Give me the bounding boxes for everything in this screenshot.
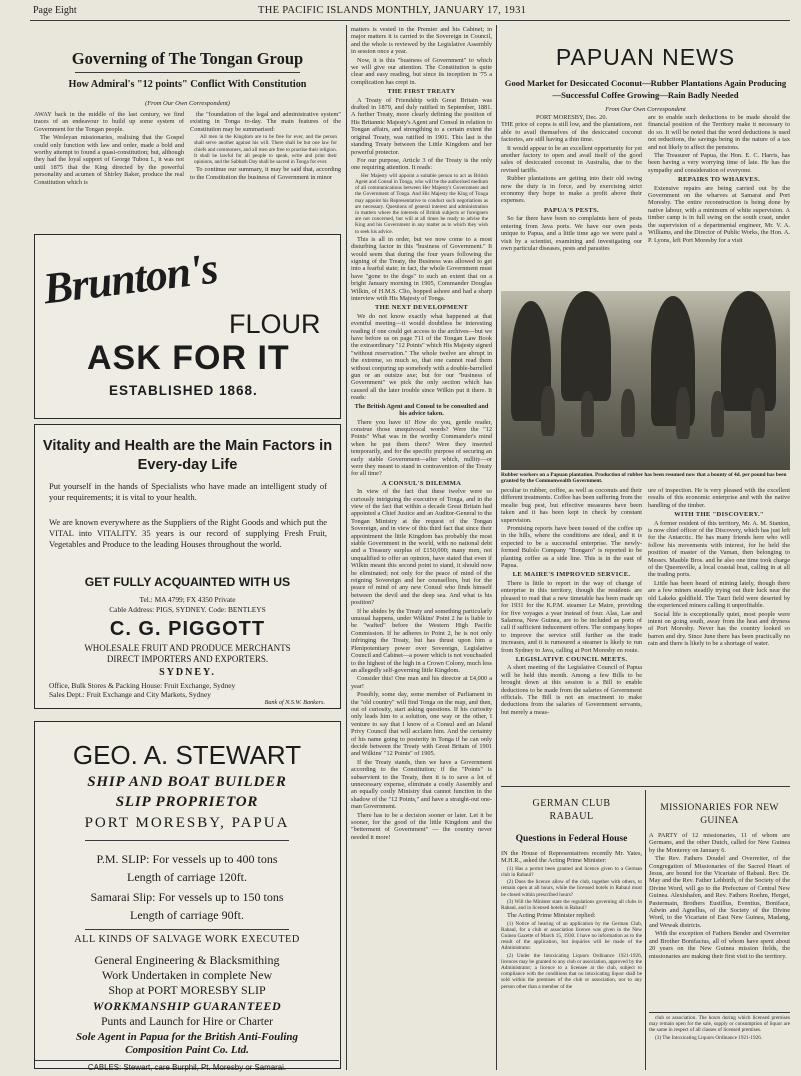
tonga-para: This is all in order, but we now come to a most disturbing factor in this "business of Government." It would seem that during the four years following the signing of the Treaty, the Business was allowed to get into a fearful state; in fact, the whole Government must have "gone to the dogs" to such an extent that on a bright January morning in 1905, Commander Douglas Wilkin, of H.M.S. Clio, hopped ashore and had a sharp interview with His Majesty of Tonga. (351, 235, 492, 302)
divider (649, 1012, 790, 1013)
tonga-col2-para: the "foundation of the legal and administrative system" existing in Tonga to-day. The main features of the Constitution may be summarised: (190, 111, 341, 133)
german-para: IN the House of Representatives recently Mr. Yates, M.H.R., asked the Acting Prime Minister: (501, 850, 642, 865)
page-label: Page Eight (33, 5, 77, 16)
photo-caption: Rubber workers on a Papuan plantation. Production of rubber has been resumed now that a bounty of 4d. per pound has been granted by the Commonwealth Government. (501, 472, 787, 484)
tonga-col1-para: AWAY back in the middle of the last century, we find traces of an endeavour to build up some system of Government for the Tongan people. (34, 111, 184, 133)
german-question: (2) Does the licence allow of the club, together with others, to remain open at all hours, while the licensed hotels in Rabaul must be closed within prescribed hours? (501, 879, 642, 898)
papuan-subhead: REPAIRS TO WHARVES. (677, 176, 761, 184)
papuan-colA (501, 114, 642, 288)
papuan-para: THE price of copra is still low, and the plantations, not able to avail themselves of the desiccated coconut factories, are still having a thin time. (501, 121, 642, 144)
stewart-line: SLIP PROPRIETOR (115, 794, 259, 810)
papuan-para: A former resident of this territory, Mr. A. M. Stanton, is now chief officer of the Discovery, which has just left for the Antarctic. He has many friends here who will follow his movements with interest, for he held the position of master of the Vaman, then belonging to Messrs. Mauble Bros. and he also one time took charge of the Queensville, a local coastal boat, calling in at all the trading ports. (648, 519, 790, 579)
tonga-para: There you have it! How do you, gentle reader, construe those unequivocal words? Were the "12 Points" What was in the worthy Commander's mind when he put them there? Were they inserted temporarily, and for the specific purpose of securing an early stable Government—after which, nullity—or were they meant to stand in contravention of the Treaty for all time? (351, 418, 492, 478)
masthead: THE PACIFIC ISLANDS MONTHLY, JANUARY 17, 1931 (258, 5, 527, 16)
piggott-desc: DIRECT IMPORTERS AND EXPORTERS. (106, 654, 269, 664)
papuan-subhead: LEGISLATIVE COUNCIL MEETS. (515, 655, 628, 663)
tonga-subhead: THE FIRST TREATY (387, 88, 456, 96)
stewart-salvage: ALL KINDS OF SALVAGE WORK EXECUTED (74, 934, 300, 945)
bruntons-cta: ASK FOR IT (87, 339, 290, 377)
tonga-subhead: A CONSUL'S DILEMMA (381, 479, 462, 487)
missionaries-title: GUINEA (700, 815, 739, 826)
papuan-para: A short meeting of the Legislative Council of Papua will be held this month. Among a few Bills to be brought down at this session is a Bill to enable deductions to be made from the salaries of Government officials. The Bill is not an enactment to make deductions from the salaries of Government servants, but merely a meas- (501, 664, 642, 716)
stewart-place: PORT MORESBY, PAPUA (84, 815, 290, 831)
column-rule (346, 25, 347, 1070)
tonga-para: We do not know exactly what happened at that eventful meeting—it would doubtless be interesting reading if one could get access to the archives—but we have before us on page 711 of the Tongan Law Book the extraordinary "12 Points" which His Majesty signed "without reservation." The whole twelve are abrupt in the extreme, so much so, that one cannot read them without conjuring up somebody with a double-barrelled gun or an outsize axe; but for our "business of Government" we pick the only section which has caused all the later trouble since Wilkin put it there. It reads: (351, 312, 492, 402)
stewart-engineering: Shop at PORT MORESBY SLIP (108, 983, 266, 997)
stewart-punts: Punts and Launch for Hire or Charter (101, 1016, 273, 1028)
piggott-city: SYDNEY. (159, 667, 216, 678)
tonga-col1 (34, 111, 184, 223)
missionaries-body (649, 832, 790, 1010)
tonga-col3 (351, 26, 492, 1069)
piggott-company: C. G. PIGGOTT (109, 618, 266, 640)
german-club-title: GERMAN CLUB (532, 798, 611, 809)
stewart-slip: Length of carriage 90ft. (130, 908, 244, 922)
tonga-subhead: THE NEXT DEVELOPMENT (374, 304, 469, 312)
tonga-col1-para: The Wesleyan missionaries, realising that the Gospel could only function with law and order, made a bold and worthy attempt to found a quasi-constitution; but, although they had the loyal support of George Tubou I., it was not until 1875 that the King directed by the powerful personality and acumen of Shirley Baker, produce the real Constitution which is (34, 134, 184, 186)
tonga-para: For our purpose, Article 3 of the Treaty is the only one requiring attention. It reads: (351, 156, 492, 172)
divider (85, 840, 289, 841)
german-question: (3) Will the Minister state the regulations governing all clubs in Rabaul, and in licensed hotels in Rabaul? (501, 898, 642, 912)
stewart-engineering: Work Undertaken in complete New (101, 968, 273, 982)
rubber-workers-photo (501, 291, 790, 470)
papuan-subhead: LE MAIRE'S IMPROVED SERVICE. (512, 571, 631, 579)
tonga-para: There has to be a decision sooner or later. Let it be sooner, for the good of the little Kingdom and the "betterment of Government" — the country never needed it more! (351, 811, 492, 841)
german-question: (1) Has a permit been granted and licence given to a German club in Rabaul? (501, 865, 642, 879)
piggott-ad (34, 424, 341, 709)
piggott-para: Put yourself in the hands of Specialists who have made an intelligent study of your requirements; it is vital to your health. (49, 481, 327, 502)
papuan-para: There is little to report in the way of change of enterprise in this territory, though the residents are pleased to read that a new timetable has been made up for 1931 for the K.P.M. steamer Le Maire, providing for five voyages a year instead of four. Alas, Lae and Salamoa, New Guinea, are to be included as ports of call if sufficient inducement offers. The company hopes to improve the service still further as the trade increases, and it is rumoured a steamer is likely to run from Sydney to Java, calling at Port Moresby en route. (501, 579, 642, 654)
tonga-para: Possibly, some day, some member of Parliament in the "old country" will find Tonga on the map, and then, out of curiosity, start asking questions. If his curiosity only leads him to a solution, one way or the other, I venture to say that I know of a Consul and an Island Privy Council that will acclaim him. And the certainty of his name going to posterity in Tonga if he can only decide between the Treaty with Great Britain of 1901 and Wilkins' "12 Points" of 1905. (351, 691, 492, 758)
papuan-colC (501, 487, 642, 785)
tonga-col2-para: To continue our summary, it may be said that, according to the Constitution the business of Government in minor (190, 166, 341, 181)
papuan-dateline: PORT MORESBY, Dec. 20. (535, 114, 608, 121)
german-club-continued (649, 1015, 790, 1069)
stewart-agent: Composition Paint Co. Ltd. (125, 1044, 249, 1056)
stewart-cables: CABLES: Stewart, care Burphil, Pt. Moresby or Samarai. (87, 1063, 287, 1072)
stewart-line: SHIP AND BOAT BUILDER (87, 774, 287, 790)
papuan-para: ure of inspection. He is very pleased with the excellent results of this economic enterprise and with the native handling of the timber. (648, 487, 790, 509)
papuan-subhead: PAPUA'S PESTS. (543, 206, 599, 214)
papuan-subhead: WITH THE "DISCOVERY." (674, 511, 764, 519)
german-club-body (501, 850, 642, 1069)
stewart-ad (34, 721, 341, 1072)
papuan-para: Social life is exceptionally quiet, most people were intent on going south, away from the heat and dryness of Port Moresby. Never has the country looked so barren and dry. Since June there has been practically no rain and there is likely to be a shortage of water. (648, 610, 790, 648)
divider (35, 1060, 339, 1061)
column-rule (496, 25, 497, 1070)
piggott-para: We are known everywhere as the Suppliers of the Right Goods and which put the VITAL into VITALITY. 35 years is our record of supplying Fresh Fruit, Vegetables and Produce to the leading Houses throughout the world. (49, 517, 327, 549)
stewart-slip: P.M. SLIP: For vessels up to 400 tons (96, 852, 278, 866)
german-answer: (3) The Intoxicating Liquors Ordinance 1921-1926. (655, 1034, 763, 1041)
tonga-para: If he abides by the Treaty and something particularly unusual happens, under Wilkins' Point 2 he is liable to be "wafted" before the Western High Pacific Commission. If he adheres to Point 2, he is not only infringing the Treaty, but has thrust upon him a Plenipotentiary power over Sovereign, Legislative Council and Cabinet—a power which is not vouchsafed to the highest of the high in a Crown Colony, much less an allegedly self-governing little Kingdom. (351, 607, 492, 674)
tonga-subtitle: How Admiral's "12 points" Conflict With Constitution (68, 79, 307, 90)
tonga-para: Consider this! One man and his director at £4,000 a year! (351, 675, 492, 690)
piggott-office: Office, Bulk Stores & Packing House: Fruit Exchange, Sydney (49, 681, 236, 690)
papuan-para: are to enable such deductions to be made should the financial position of the Territory make it necessary to do so. It will be noted that the word deductions is used not reductions, the savings being in the nature of a tax and not likely to affect the pensions. (648, 114, 790, 151)
missionaries-para: With the exception of Fathers Bender and Overreiter and Brother Bonifacius, all of whom have spent about 20 years on the New Guinea mission fields, the missionaries are making their first visit to the territory. (649, 930, 790, 960)
stewart-engineering: General Engineering & Blacksmithing (94, 953, 280, 967)
tonga-treaty-quote: Her Majesty will appoint a suitable person to act as British Agent and Consul in Tonga, who will be the authorised medium of all communications between Her Majesty's Government and the Government of Tonga. And His Majesty the King of Tonga may appoint his Representative to conduct such negotiations as are necessary. Questions of general interest and administration in matters where the interests of British subjects or foreigners are not concerned, but will at all times be ready to advise the King and his Government in any matter as to which they wish to seek his advice. (355, 172, 488, 235)
papuan-para: Extensive repairs are being carried out by the Government on the wharves at Samarai and Port Moresby. The entire reconstruction is being done by native labour, with a minimum of white supervision. A timber camp is in full swing on the south coast, under the supervision of a departmental engineer, Mr. V. A. Williams, and the Director of Public Works, the Hon. A. P. Lyons, left Port Moresby for a visit (648, 184, 790, 244)
tonga-para: If the Treaty stands, then we have a Government according to the Constitution; if the "Points" is subservient to the Treaty, then it is to save a lot of unnecessary expense, eliminate a costly Assembly and an equally costly Ministry that cannot function in the shadow of the "12 Points," and have a straight-out one-man Government. (351, 758, 492, 811)
german-answer: (1) Notice of hearing of an application by the German Club, Rabaul, for a club or association licence was given in the New Guinea Gazette of March 15, 1930. I have no information as to the result of the application, but inquiries will be made of the Administrator. (501, 920, 642, 952)
tonga-para: Now, it is this "business of Government" to which we will give our attention. The Constitution is quite clear and easy reading, but since its inception in '75 a complication has crept in. (351, 56, 492, 86)
stewart-agent: Sole Agent in Papua for the British Anti-Fouling (76, 1031, 298, 1043)
stewart-guarantee: WORKMANSHIP GUARANTEED (92, 999, 282, 1013)
papuan-para: The Treasurer of Papua, the Hon. E. C. Harris, has been having a very worrying time of late. He has the sympathy and consideration of everyone. (648, 152, 790, 174)
tonga-para: A Treaty of Friendship with Great Britain was drafted in 1879, and duly ratified in September, 1881. A further Treaty, more clearly defining the position of His Britannic Majesty's Agent and Consul in relation to Tongan affairs, and strengthing to a certain extent the original Treaty, was ratified in 1901. This last is the standing Treaty between the Little Kingdom and her powerful protector. (351, 96, 492, 156)
german-club-title: RABAUL (549, 811, 594, 822)
divider (75, 72, 300, 73)
missionaries-title: MISSIONARIES FOR NEW (660, 802, 779, 813)
column-rule (645, 790, 646, 1070)
piggott-sales: Sales Dept.: Fruit Exchange and City Markets, Sydney (49, 690, 211, 699)
piggott-bank: Bank of N.S.W. Bankers. (264, 699, 325, 706)
papuan-para: Promising reports have been issued of the coffee up in the hills, where the conditions are ideal, and it is expected to be a successful enterprise. The newly-formed Bulolo Company "Bongaro" is reported to be planting coffee as a side line. This is in the east of Papua. (501, 525, 642, 570)
tonga-para: matters is vested in the Premier and his Cabinet; in major matters it is carried to the Sovereign in Council, and the whole is reviewed by the Legislative Assembly in session once a year. (351, 26, 492, 56)
tonga-headline: Governing of The Tongan Group (71, 49, 304, 68)
german-answer: club or association. The hours during which licensed premises may remain open for the sale, supply or consumption of liquor are the same in respect of all classes of licensed premises. (649, 1015, 790, 1034)
bruntons-flour-ad (34, 234, 341, 419)
papuan-colB (648, 114, 790, 288)
papuan-headline: PAPUAN NEWS (555, 44, 736, 70)
papuan-colD (648, 487, 790, 785)
tonga-point-quote: The British Agent and Consul to be consulted and his advice taken. (354, 402, 489, 418)
divider (501, 786, 790, 787)
papuan-para: So far there have been no complaints here of pests entering from Java ports. We have our own pests unique to Papua, and a little time ago we were paid a visit by a scientist, examining and investigating our own particular diseases, pests and parasites (501, 215, 642, 252)
piggott-cable: Cable Address: PIGS, SYDNEY. Code: BENTLEYS (109, 605, 266, 614)
bruntons-established: ESTABLISHED 1868. (109, 383, 258, 398)
papuan-para: peculiar to rubber, coffee, as well as coconuts and their different treatments. Coffee has been suffering from the mealie bug pest, but effective measures have been taken and it has been kept in check by constant supervision. (501, 487, 642, 524)
tonga-byline: (From Our Own Correspondent) (145, 100, 230, 107)
masthead-rule (30, 20, 790, 21)
stewart-slip: Samarai Slip: For vessels up to 150 tons (90, 890, 284, 904)
tonga-constitution-quote: All men in the Kingdom are to be free for ever, and the person shall serve another against his will. There shall be but one law for chiefs and commoners, and all men are free to practise their religion. It shall be lawful for all people to speak, write and print their opinions, and the Sabbath Day shall be sacred in Tonga for ever. (194, 134, 337, 166)
papuan-subtitle: Good Market for Desiccated Coconut—Rubber Plantations Again Producing—Successful Coffee Growing—Rain Badly Needed (504, 78, 787, 100)
tonga-para: In view of the fact that these twelve were so curiously intriguing the executive of Tonga, and in the view of the fact that within a decade Great Britain had appointed a Chief Justice and an Auditor-General to the Tongan Ministry at the request of the Tongan Sovereign, and in view of this third fact that since their appointment the little Kingdom has probably the most stable Government in the world, with no national debt and a Treasury surplus of £150,000; many men, not unqualified to offer an opinion, have stated that even if Wilkin meant this second point to stand, it should now be eliminated; not only for the peace of mind of the reigning Sovereign and her counsellors, but for the peace of mind of any new Consul who finds himself between the devil and the deep sea. And what is his position? (351, 488, 492, 607)
german-answer: (2) Under the Intoxicating Liquors Ordinance 1921-1926, licences may be granted to any club or association, approved by the Administrator; a licence to a licensee at the club, subject to compliance with the conditions that no intoxicating liquor shall be sold within the premises of the club or association, nor to any person other than a member of the (501, 952, 642, 990)
divider (85, 929, 289, 930)
stewart-slip: Length of carriage 120ft. (127, 870, 247, 884)
papuan-byline: From Our Own Correspondent (605, 106, 686, 113)
papuan-para: Rubber plantations are getting into their old swing now the duty is in force, and by exercising strict economy they hope to make a profit above their expenses. (501, 175, 642, 205)
missionaries-para: A PARTY of 12 missionaries, 11 of whom are Germans, and the other Dutch, called for New Guinea by the Monterey on January 6. (649, 832, 790, 854)
piggott-tel: Tel.: MA 4799; FX 4350 Private (139, 595, 236, 604)
stewart-name: GEO. A. STEWART (72, 740, 302, 770)
papuan-para: Little has been heard of mining lately, though there are a few miners steadily trying out their luck near the old Lakeks goldfield. The Tauri field were deserted by the experienced miners calling it unprofitable. (648, 579, 790, 610)
bruntons-product: FLOUR (229, 309, 321, 339)
german-para: The Acting Prime Minister replied: (507, 912, 596, 920)
piggott-desc: WHOLESALE FRUIT AND PRODUCE MERCHANTS (84, 643, 291, 653)
papuan-para: It would appear to be an excellent opportunity for yet another factory to open and avail itself of the good sales of desiccated coconut in Australia, due to the revised tariffs. (501, 144, 642, 174)
bruntons-brand: Brunton's (40, 243, 220, 314)
piggott-cta: GET FULLY ACQUAINTED WITH US (84, 575, 291, 589)
tonga-col2 (190, 111, 341, 223)
missionaries-para: The Rev. Fathers Doudel and Overreiter, of the Congregation of Missionaries of the Sacred Heart of Jesus, are bound for the Vicariate of Rabaul. Rev. Dr. May and the Rev. Father Lehbirth, of the Society of the Divine Word, will go to the Prefecture of Central New Guinea. Alexishafen, and Rev. Fathers Roehm, Herget, Pastermain, Brothers Eustillus, Eventius, Boniface, Adwin and Agnellus, of the Society of the Divine Word, to the Vicariate of East New Guinea, Madang, and Wewak districts. (649, 855, 790, 929)
piggott-headline: Vitality and Health are the Main Factors in Every-day Life (42, 438, 333, 473)
german-club-subtitle: Questions in Federal House (515, 834, 628, 844)
